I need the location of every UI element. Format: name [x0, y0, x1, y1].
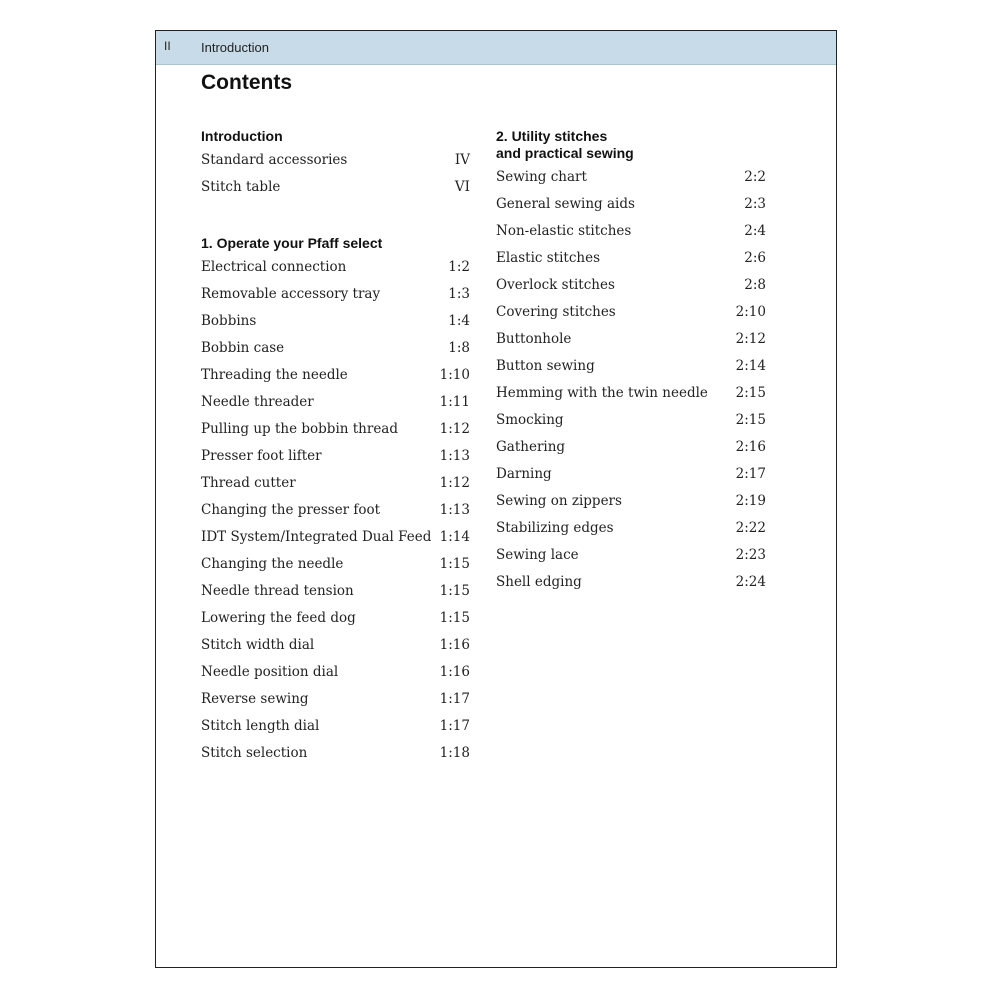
toc-entry-label: IDT System/Integrated Dual Feed — [201, 529, 432, 545]
toc-entry-label: Sewing on zippers — [496, 493, 622, 509]
toc-entry-page: 1:2 — [448, 259, 470, 275]
toc-entry[interactable] — [201, 740, 470, 767]
toc-entry[interactable] — [496, 272, 766, 299]
toc-right-column — [496, 128, 766, 630]
toc-entry-page: 2:2 — [744, 169, 766, 185]
toc-entry-label: Bobbin case — [201, 340, 285, 356]
toc-entry[interactable] — [201, 713, 470, 740]
toc-entry-page: 1:13 — [439, 502, 470, 518]
toc-entry-label: Electrical connection — [201, 259, 347, 275]
toc-entry[interactable] — [496, 353, 766, 380]
toc-entry-label: Stitch length dial — [201, 718, 320, 734]
toc-entry-label: Lowering the feed dog — [201, 610, 356, 626]
toc-entry-page: 1:15 — [439, 583, 470, 599]
toc-entry[interactable] — [201, 632, 470, 659]
toc-entry-page: 1:10 — [439, 367, 470, 383]
toc-entry-page: 1:17 — [439, 718, 470, 734]
toc-entry-label: Non-elastic stitches — [496, 223, 632, 239]
toc-entry-label: Sewing chart — [496, 169, 587, 185]
toc-entry-page: 2:23 — [735, 547, 766, 563]
toc-entry-page: 1:12 — [439, 421, 470, 437]
toc-entry[interactable] — [201, 659, 470, 686]
toc-entry-page: 1:11 — [439, 394, 470, 410]
toc-entry-page: 1:15 — [439, 610, 470, 626]
toc-entry-page: 2:19 — [735, 493, 766, 509]
section-name: Introduction — [201, 40, 269, 55]
toc-section-title-line: 2. Utility stitches — [496, 128, 608, 144]
toc-entry[interactable] — [201, 524, 470, 551]
toc-entry-page: 1:14 — [439, 529, 470, 545]
toc-entry[interactable] — [201, 470, 470, 497]
toc-entry[interactable] — [496, 245, 766, 272]
toc-entry-page: 2:10 — [735, 304, 766, 320]
toc-entry-page: 1:16 — [439, 664, 470, 680]
toc-section — [201, 128, 470, 201]
toc-entry-page: 2:12 — [735, 331, 766, 347]
toc-entry-page: 2:3 — [744, 196, 766, 212]
header-bar — [156, 31, 836, 65]
toc-entry-label: Stitch width dial — [201, 637, 315, 653]
toc-section-title-line: Introduction — [201, 128, 283, 144]
toc-entry[interactable] — [496, 191, 766, 218]
toc-entry-page: 1:8 — [448, 340, 470, 356]
toc-entry[interactable] — [201, 686, 470, 713]
toc-entry[interactable] — [496, 380, 766, 407]
toc-entry-label: Covering stitches — [496, 304, 616, 320]
toc-entry[interactable] — [496, 326, 766, 353]
toc-entry-label: Needle thread tension — [201, 583, 354, 599]
document-page — [155, 30, 837, 968]
toc-entry-label: Smocking — [496, 412, 564, 428]
page-title: Contents — [201, 71, 292, 94]
toc-entry[interactable] — [201, 362, 470, 389]
toc-section-title-line: 1. Operate your Pfaff select — [201, 235, 383, 251]
toc-entry-page: 1:12 — [439, 475, 470, 491]
toc-left-column — [201, 128, 470, 801]
toc-entry-page: 2:15 — [735, 385, 766, 401]
toc-entry-page: 2:22 — [735, 520, 766, 536]
page-number: II — [164, 39, 171, 53]
toc-entry[interactable] — [496, 569, 766, 596]
toc-entry-page: 2:15 — [735, 412, 766, 428]
toc-entry-label: Changing the presser foot — [201, 502, 381, 518]
toc-entry[interactable] — [201, 551, 470, 578]
toc-entry-label: Removable accessory tray — [201, 286, 381, 302]
toc-entry[interactable] — [201, 389, 470, 416]
toc-entry[interactable] — [201, 308, 470, 335]
toc-entry-label: Buttonhole — [496, 331, 572, 347]
toc-entry-label: Thread cutter — [201, 475, 296, 491]
toc-entry[interactable] — [201, 416, 470, 443]
toc-entry[interactable] — [201, 605, 470, 632]
toc-entry-page: 2:6 — [744, 250, 766, 266]
toc-section-title — [496, 128, 766, 162]
toc-entry-label: Threading the needle — [201, 367, 348, 383]
toc-entry-label: Sewing lace — [496, 547, 579, 563]
toc-entry-page: 1:17 — [439, 691, 470, 707]
toc-entry-page: 1:15 — [439, 556, 470, 572]
toc-entry-page: 1:3 — [448, 286, 470, 302]
toc-entry-label: Presser foot lifter — [201, 448, 322, 464]
toc-entry-label: General sewing aids — [496, 196, 635, 212]
toc-entry-label: Needle threader — [201, 394, 314, 410]
toc-entry-page: 2:16 — [735, 439, 766, 455]
toc-section — [201, 235, 470, 767]
toc-entry-label: Elastic stitches — [496, 250, 601, 266]
toc-entry-page: 2:14 — [735, 358, 766, 374]
toc-entry-label: Overlock stitches — [496, 277, 615, 293]
toc-entry-page: 2:8 — [744, 277, 766, 293]
toc-entry-page: 2:24 — [735, 574, 766, 590]
toc-entry-label: Stitch table — [201, 179, 281, 195]
toc-entry[interactable] — [201, 254, 470, 281]
toc-entry[interactable] — [496, 407, 766, 434]
toc-section-title — [201, 128, 470, 145]
toc-entry[interactable] — [496, 515, 766, 542]
toc-entry[interactable] — [201, 497, 470, 524]
toc-entry[interactable] — [496, 542, 766, 569]
toc-entry[interactable] — [496, 461, 766, 488]
toc-entry-label: Standard accessories — [201, 152, 348, 168]
toc-entry[interactable] — [201, 335, 470, 362]
toc-entry[interactable] — [496, 488, 766, 515]
toc-entry-label: Changing the needle — [201, 556, 344, 572]
toc-entry-label: Shell edging — [496, 574, 582, 590]
toc-entry-page: 2:17 — [735, 466, 766, 482]
toc-entry[interactable] — [201, 147, 470, 174]
toc-entry[interactable] — [201, 578, 470, 605]
toc-entry-page: 1:13 — [439, 448, 470, 464]
toc-entry-label: Pulling up the bobbin thread — [201, 421, 398, 437]
toc-entry-label: Needle position dial — [201, 664, 339, 680]
toc-section — [496, 128, 766, 596]
toc-entry-page: 1:4 — [448, 313, 470, 329]
toc-entry-label: Stitch selection — [201, 745, 308, 761]
toc-entry-page: 1:16 — [439, 637, 470, 653]
toc-entry-page: 1:18 — [439, 745, 470, 761]
toc-entry-label: Stabilizing edges — [496, 520, 614, 536]
toc-section-title — [201, 235, 470, 252]
toc-entry[interactable] — [496, 434, 766, 461]
toc-entry-label: Bobbins — [201, 313, 257, 329]
toc-entry[interactable] — [496, 218, 766, 245]
toc-entry-label: Hemming with the twin needle — [496, 385, 708, 401]
toc-entry-label: Button sewing — [496, 358, 595, 374]
toc-entry-label: Gathering — [496, 439, 566, 455]
toc-entry[interactable] — [201, 174, 470, 201]
toc-entry-page: VI — [454, 179, 470, 195]
toc-entry[interactable] — [201, 281, 470, 308]
toc-entry-label: Reverse sewing — [201, 691, 309, 707]
toc-entry[interactable] — [496, 299, 766, 326]
toc-entry-page: 2:4 — [744, 223, 766, 239]
toc-entry[interactable] — [201, 443, 470, 470]
toc-entry-label: Darning — [496, 466, 552, 482]
toc-entry[interactable] — [496, 164, 766, 191]
toc-section-title-line: and practical sewing — [496, 145, 634, 161]
toc-entry-page: IV — [454, 152, 470, 168]
